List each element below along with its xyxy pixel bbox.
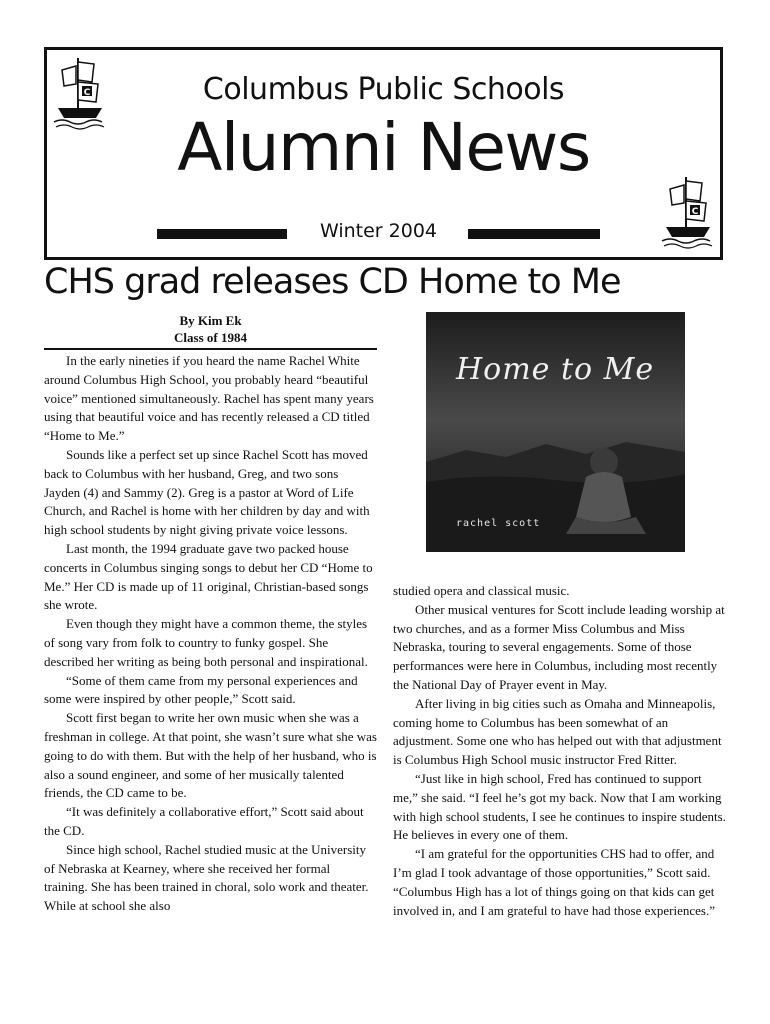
ship-logo-icon — [660, 175, 716, 249]
issue-date: Winter 2004 — [319, 220, 438, 242]
paragraph: Even though they might have a common theme, the styles of song vary from folk to country to funky gospel. She described her writing as being both personal and inspirational. — [44, 616, 368, 669]
masthead — [44, 47, 723, 260]
paragraph: Scott first began to write her own music when she was a freshman in college. At that point, she wasn’t sure what she was going to do with them. But with the help of her husband, who is also a sound engineer, and some of her musically talented friends, the CD came to be. — [44, 710, 377, 801]
cd-cover-image — [426, 312, 685, 552]
paragraph: “Just like in high school, Fred has continued to support me,” she said. “I feel he’s got my back. Now that I am working with high school students, I see he continues to inspire students. He believes in every one of them. — [393, 770, 726, 843]
paragraph: Last month, the 1994 graduate gave two packed house concerts in Columbus singing songs to debut her CD “Home to Me.” Her CD is made up of 11 original, Christian-based songs she wrote. — [44, 540, 373, 613]
cd-artist: rachel scott — [456, 518, 541, 529]
author-name: By Kim Ek — [179, 313, 242, 328]
paragraph: After living in big cities such as Omaha and Minneapolis, coming home to Columbus has been somewhat of an adjustment. Some one who has helped out with that adjustment is Columbus High School music instructor Fred Ritter. — [393, 695, 722, 768]
paragraph: studied opera and classical music. — [393, 583, 570, 598]
masthead-subtitle: Columbus Public Schools — [202, 72, 565, 107]
author-class: Class of 1984 — [174, 330, 247, 345]
cd-title: Home to Me — [456, 352, 655, 387]
paragraph: Other musical ventures for Scott include leading worship at two churches, and as a former Miss Columbus and Miss Nebraska, touring to several engagements. Some of those performances were here in Columbus, including most recently the National Day of Prayer event in May. — [393, 601, 725, 692]
decorative-bar-right — [468, 229, 600, 239]
ship-logo-icon — [52, 56, 108, 130]
paragraph: In the early nineties if you heard the name Rachel White around Columbus High School, you probably heard “beautiful voice” mentioned simultaneously. Rachel has spent many years using that beautiful voice and has recently released a CD titled “Home to Me.” — [44, 353, 374, 444]
paragraph: “I am grateful for the opportunities CHS had to offer, and I’m glad I took advantage of those opportunities,” Scott said. “Columbus High has a lot of things going on that kids can get involved in, and I am grateful to have had those experiences.” — [393, 846, 715, 918]
paragraph: Since high school, Rachel studied music at the University of Nebraska at Kearney, where she received her formal training. She has been trained in choral, solo work and theater. While at school she also — [44, 841, 369, 914]
issue-row — [157, 220, 600, 246]
svg-text:C: C — [691, 207, 699, 217]
article-column-1 — [44, 352, 377, 916]
svg-text:C: C — [83, 88, 91, 98]
paragraph: “It was definitely a collaborative effort,” Scott said about the CD. — [44, 804, 364, 838]
byline-rule — [44, 348, 377, 350]
article-headline: CHS grad releases CD Home to Me — [44, 262, 621, 302]
paragraph: Sounds like a perfect set up since Rachel Scott has moved back to Columbus with her husband, Greg, and two sons Jayden (4) and Sammy (2). Greg is a pastor at Word of Life Church, and Rachel is home with her children by day and with high school students by night giving private voice lessons. — [44, 446, 370, 538]
paragraph: “Some of them came from my personal experiences and some were inspired by other people,” Scott said. — [44, 672, 358, 707]
masthead-title: Alumni News — [177, 109, 590, 186]
article-column-2 — [393, 582, 726, 920]
byline — [44, 312, 377, 346]
